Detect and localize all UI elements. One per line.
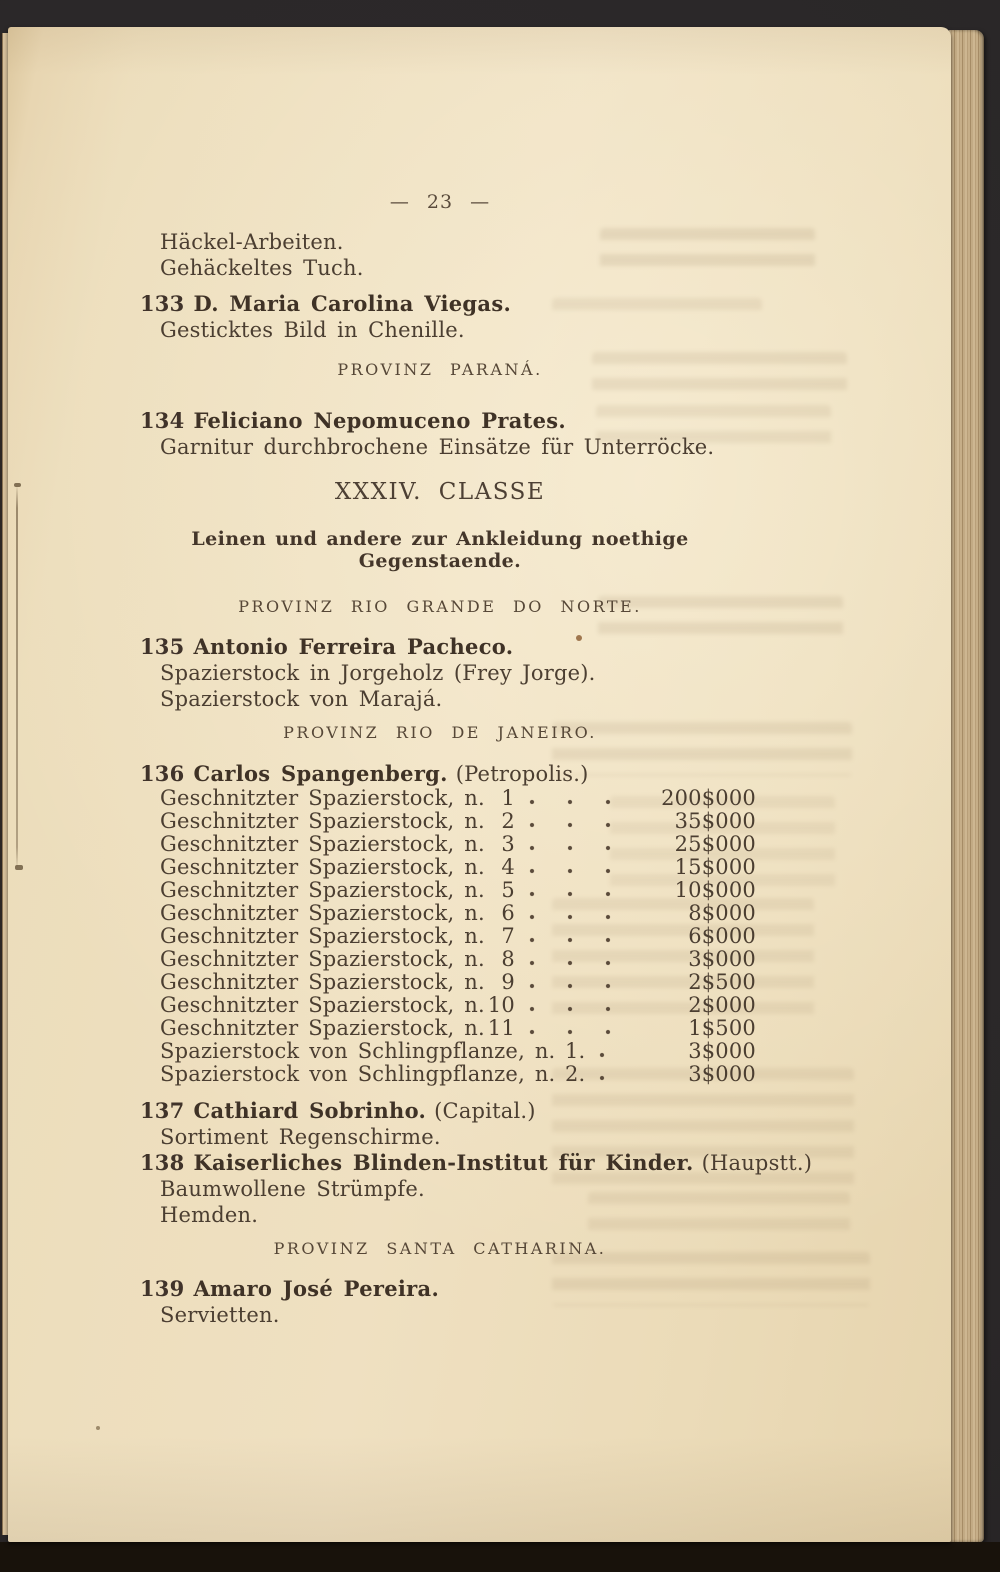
entry-name: Feliciano Nepomuceno Prates. [193,408,566,433]
entry-number: 137 [140,1098,185,1123]
entry-place: (Capital.) [434,1099,536,1123]
price-item-label: Geschnitzter Spazierstock, n. [160,855,485,879]
province-heading-rio-grande-do-norte: PROVINZ RIO GRANDE DO NORTE. [238,597,642,616]
entry-items [124,660,756,712]
price-row [160,948,756,971]
entry-name: Amaro José Pereira. [193,1276,440,1301]
price-row [160,1040,756,1063]
dot-leader [529,868,634,874]
price-item-label: Geschnitzter Spazierstock, n. [160,947,485,971]
background-shadow-band [0,1542,1000,1572]
entry-item-line: Spazierstock von Marajá. [160,687,443,711]
entry-head [140,1276,756,1302]
price-value: 25$000 [674,832,756,856]
entry-number: 135 [140,634,185,659]
price-value: 2$500 [688,970,756,994]
page-content [124,27,813,1328]
price-item-label: Spazierstock von Schlingpflanze, n. [160,1039,556,1063]
entry-items [124,1302,756,1328]
price-item-number: 11 [487,1016,515,1040]
entry-head [140,291,756,317]
entry-head [140,761,756,787]
price-value: 8$000 [688,901,756,925]
paper-speck [14,483,21,487]
entry-name: Kaiserliches Blinden-Institut für Kinder. [193,1150,694,1175]
catalog-entry-133 [124,291,756,343]
price-row [160,925,756,948]
entry-head [140,634,756,660]
catalog-entry-134 [124,408,756,460]
entry-head [140,408,756,434]
price-item-label: Geschnitzter Spazierstock, n. [160,786,485,810]
price-item-number: 3 [501,832,515,856]
price-row [160,787,756,810]
dot-leader [529,891,634,897]
entry-number: 136 [140,761,185,786]
entry-item-line: Garnitur durchbrochene Einsätze für Unterröcke. [160,435,715,459]
catalog-entry-139 [124,1276,756,1328]
entry-number: 138 [140,1150,185,1175]
entry-number: 139 [140,1276,185,1301]
dot-leader [529,1006,634,1012]
entry-head [140,1150,813,1176]
dot-leader [529,845,634,851]
price-value: 6$000 [688,924,756,948]
price-item-label: Geschnitzter Spazierstock, n. [160,993,485,1017]
entry-items [124,1176,756,1228]
price-item-label: Geschnitzter Spazierstock, n. [160,1016,485,1040]
catalog-entry-136 [124,761,756,1086]
price-item-label: Geschnitzter Spazierstock, n. [160,970,485,994]
price-value: 2$000 [688,993,756,1017]
price-value: 35$000 [674,809,756,833]
catalog-entry-138 [124,1150,813,1228]
price-row [160,810,756,833]
entry-items [124,317,756,343]
paper-speck [96,1426,100,1430]
price-row [160,833,756,856]
dot-leader [529,983,634,989]
entry-number: 133 [140,291,185,316]
price-value: 1$500 [688,1016,756,1040]
price-item-number: 8 [501,947,515,971]
catalog-entry-137 [124,1098,756,1150]
price-item-label: Geschnitzter Spazierstock, n. [160,832,485,856]
binding-crease [16,485,18,870]
entry-item-line: Baumwollene Strümpfe. [160,1177,425,1201]
price-value: 3$000 [688,1039,756,1063]
entry-item-line: Servietten. [160,1303,280,1327]
carryover-item-line: Häckel-Arbeiten. [160,230,344,254]
dot-leader [529,1029,634,1035]
price-item-label: Spazierstock von Schlingpflanze, n. [160,1062,556,1086]
dot-leader [529,914,634,920]
dot-leader [599,1052,634,1058]
price-row [160,1063,756,1086]
price-item-number: 10 [487,993,515,1017]
price-item-number: 1. [564,1039,586,1063]
book-page [8,27,951,1542]
price-value: 3$000 [688,1062,756,1086]
price-item-number: 9 [501,970,515,994]
price-value: 15$000 [674,855,756,879]
price-item-label: Geschnitzter Spazierstock, n. [160,878,485,902]
price-item-number: 7 [501,924,515,948]
entry-place: (Petropolis.) [455,762,589,786]
price-item-number: 1 [501,786,515,810]
province-heading-rio-de-janeiro: PROVINZ RIO DE JANEIRO. [283,723,597,742]
province-heading-parana: PROVINZ PARANÁ. [337,360,543,379]
dot-leader [529,799,634,805]
price-row [160,1017,756,1040]
dot-leader [529,822,634,828]
price-item-number: 2 [501,809,515,833]
dot-leader [599,1075,634,1081]
price-item-label: Geschnitzter Spazierstock, n. [160,924,485,948]
carryover-item-list [124,229,756,281]
page-number: — 23 — [389,191,491,213]
dot-leader [529,960,634,966]
entry-item-line: Spazierstock in Jorgeholz (Frey Jorge). [160,661,596,685]
entry-item-line: Gesticktes Bild in Chenille. [160,318,465,342]
catalog-entry-135 [124,634,756,712]
price-row [160,971,756,994]
entry-item-line: Sortiment Regenschirme. [160,1125,441,1149]
price-row [160,879,756,902]
class-subtitle: Leinen und andere zur Ankleidung noethige Gegenstaende. [191,528,689,572]
dot-leader [529,937,634,943]
entry-name: Antonio Ferreira Pacheco. [193,634,514,659]
price-row [160,994,756,1017]
price-row [160,902,756,925]
entry-items [124,434,756,460]
price-item-number: 5 [501,878,515,902]
province-heading-santa-catharina: PROVINZ SANTA CATHARINA. [273,1239,607,1258]
entry-name: Cathiard Sobrinho. [193,1098,427,1123]
entry-number: 134 [140,408,185,433]
entry-head [140,1098,756,1124]
price-item-number: 4 [501,855,515,879]
price-item-number: 2. [564,1062,586,1086]
entry-place: (Haupstt.) [701,1151,813,1175]
price-item-label: Geschnitzter Spazierstock, n. [160,901,485,925]
entry-items [124,1124,756,1150]
entry-item-line: Hemden. [160,1203,259,1227]
price-value: 3$000 [688,947,756,971]
price-item-label: Geschnitzter Spazierstock, n. [160,809,485,833]
carryover-item-line: Gehäckeltes Tuch. [160,256,364,280]
class-heading: XXXIV. CLASSE [334,479,546,505]
entry-name: D. Maria Carolina Viegas. [193,291,512,316]
price-list [160,787,756,1086]
entry-name: Carlos Spangenberg. [193,761,448,786]
price-item-number: 6 [501,901,515,925]
paper-speck [15,865,23,870]
price-row [160,856,756,879]
price-value: 200$000 [661,786,756,810]
price-value: 10$000 [674,878,756,902]
page-edge-stack [949,30,984,1542]
